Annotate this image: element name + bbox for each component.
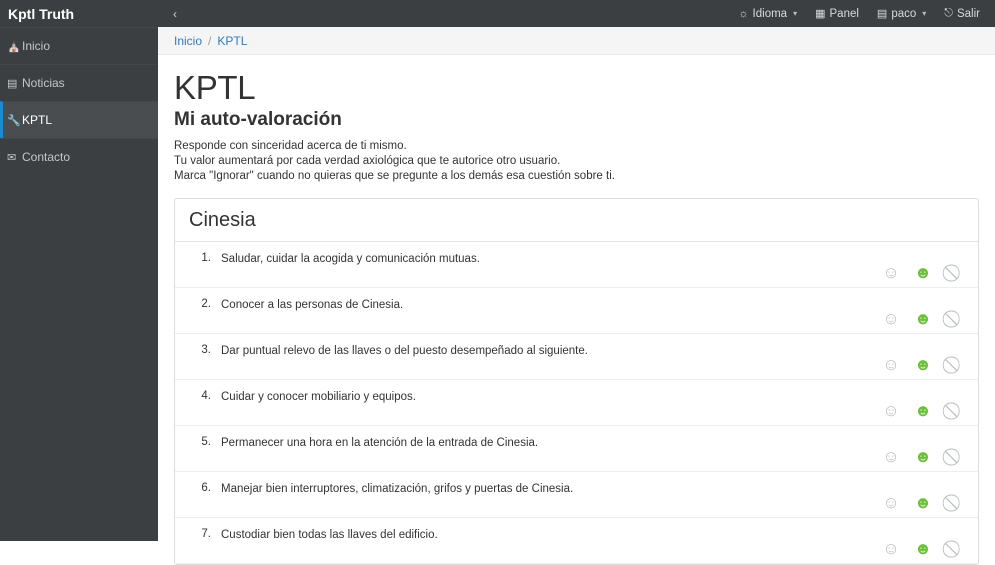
language-menu-label: Idioma: [752, 7, 788, 20]
question-number: 3.: [201, 344, 211, 356]
question-options: [844, 526, 964, 557]
user-menu-label: paco: [891, 7, 917, 20]
option-neutral-icon[interactable]: ☺: [882, 446, 900, 466]
question-text: Permanecer una hora en la atención de la entrada de Cinesia.: [221, 437, 539, 449]
sidebar-item-kptl[interactable]: [0, 101, 158, 138]
breadcrumb-separator: /: [208, 33, 212, 48]
option-yes-icon[interactable]: ☻: [914, 492, 932, 512]
question-row: [175, 334, 978, 380]
question-number: 7.: [201, 528, 211, 540]
top-navbar: [158, 0, 995, 27]
option-yes-icon[interactable]: ☻: [914, 446, 932, 466]
question-number: 2.: [201, 298, 211, 310]
question-options: [844, 434, 964, 465]
sidebar-item-label-kptl: KPTL: [22, 113, 53, 127]
question-text: Cuidar y conocer mobiliario y equipos.: [221, 391, 416, 403]
question-options: [844, 296, 964, 327]
wrench-icon: 🔧: [7, 114, 21, 127]
option-neutral-icon[interactable]: ☺: [882, 308, 900, 328]
question-text: Conocer a las personas de Cinesia.: [221, 299, 404, 311]
question-number: 6.: [201, 482, 211, 494]
question-options: [844, 342, 964, 373]
question-number: 4.: [201, 390, 211, 402]
question-text: Saludar, cuidar la acogida y comunicación mutuas.: [221, 253, 480, 265]
panel-menu-label: Panel: [829, 7, 859, 20]
panel-menu[interactable]: [806, 0, 868, 27]
option-ignore-icon[interactable]: [946, 263, 964, 281]
intro-line-1: Responde con sinceridad acerca de ti mismo.: [174, 140, 407, 152]
question-row: [175, 426, 978, 472]
brand-title[interactable]: Kptl Truth: [0, 0, 158, 27]
home-icon: ⛪: [7, 40, 21, 53]
globe-icon: ☼: [738, 7, 749, 20]
question-row: [175, 288, 978, 334]
sidebar-item-noticias[interactable]: [0, 64, 158, 101]
option-ignore-icon[interactable]: [946, 447, 964, 465]
questions-panel: [174, 198, 979, 565]
sidebar-item-contacto[interactable]: [0, 138, 158, 175]
breadcrumb-current-link[interactable]: KPTL: [217, 33, 248, 48]
option-ignore-icon[interactable]: [946, 355, 964, 373]
language-menu[interactable]: [729, 0, 806, 27]
logout-button[interactable]: [935, 0, 989, 27]
grid-icon: ▦: [815, 8, 826, 20]
option-yes-icon[interactable]: ☻: [914, 400, 932, 420]
breadcrumb-home-link[interactable]: Inicio: [174, 33, 203, 48]
option-ignore-icon[interactable]: [946, 401, 964, 419]
question-options: [844, 250, 964, 281]
news-icon: ▤: [7, 77, 18, 90]
option-neutral-icon[interactable]: ☺: [882, 354, 900, 374]
question-text: Manejar bien interruptores, climatización, grifos y puertas de Cinesia.: [221, 483, 574, 495]
intro-line-3: Marca "Ignorar" cuando no quieras que se pregunte a los demás esa cuestión sobre ti.: [174, 170, 615, 182]
sidebar-item-label-contacto: Contacto: [22, 150, 71, 164]
user-icon: ▤: [876, 8, 888, 20]
option-neutral-icon[interactable]: ☺: [882, 262, 900, 282]
question-options: [844, 388, 964, 419]
question-row: [175, 380, 978, 426]
panel-heading: [175, 199, 978, 242]
option-neutral-icon[interactable]: ☺: [882, 538, 900, 558]
chevron-down-icon: ▾: [922, 9, 927, 18]
question-text: Dar puntual relevo de las llaves o del puesto desempeñado al siguiente.: [221, 345, 588, 357]
option-yes-icon[interactable]: ☻: [914, 262, 932, 282]
sidebar-item-label-inicio: Inicio: [22, 39, 51, 53]
question-options: [844, 480, 964, 511]
intro-line-2: Tu valor aumentará por cada verdad axiológica que te autorice otro usuario.: [174, 155, 561, 167]
logout-label: Salir: [956, 7, 980, 20]
option-ignore-icon[interactable]: [946, 493, 964, 511]
option-neutral-icon[interactable]: ☺: [882, 400, 900, 420]
option-ignore-icon[interactable]: [946, 539, 964, 557]
question-number: 5.: [201, 436, 211, 448]
page-title: KPTL: [174, 69, 256, 106]
question-row: [175, 518, 978, 564]
question-row: [175, 472, 978, 518]
envelope-icon: ✉: [7, 151, 17, 164]
chevron-down-icon: ▾: [793, 9, 798, 18]
sidebar-collapse-button[interactable]: [158, 0, 192, 27]
option-ignore-icon[interactable]: [946, 309, 964, 327]
page-header: [158, 55, 995, 184]
option-yes-icon[interactable]: ☻: [914, 354, 932, 374]
sidebar-item-label-noticias: Noticias: [22, 76, 65, 90]
top-navbar-right: [729, 0, 995, 27]
question-row: [175, 242, 978, 288]
breadcrumb: [158, 27, 995, 55]
user-menu[interactable]: [868, 0, 935, 27]
option-yes-icon[interactable]: ☻: [914, 538, 932, 558]
question-text: Custodiar bien todas las llaves del edificio.: [221, 529, 438, 541]
sidebar: [0, 0, 158, 541]
main-content: [158, 27, 995, 558]
panel-title: Cinesia: [189, 209, 256, 231]
sidebar-item-inicio[interactable]: [0, 27, 158, 64]
page-subtitle: Mi auto-valoración: [174, 109, 342, 130]
power-icon: ⎋: [944, 7, 953, 19]
option-yes-icon[interactable]: ☻: [914, 308, 932, 328]
option-neutral-icon[interactable]: ☺: [882, 492, 900, 512]
chevron-left-icon: ‹: [173, 6, 177, 21]
question-number: 1.: [201, 252, 211, 264]
